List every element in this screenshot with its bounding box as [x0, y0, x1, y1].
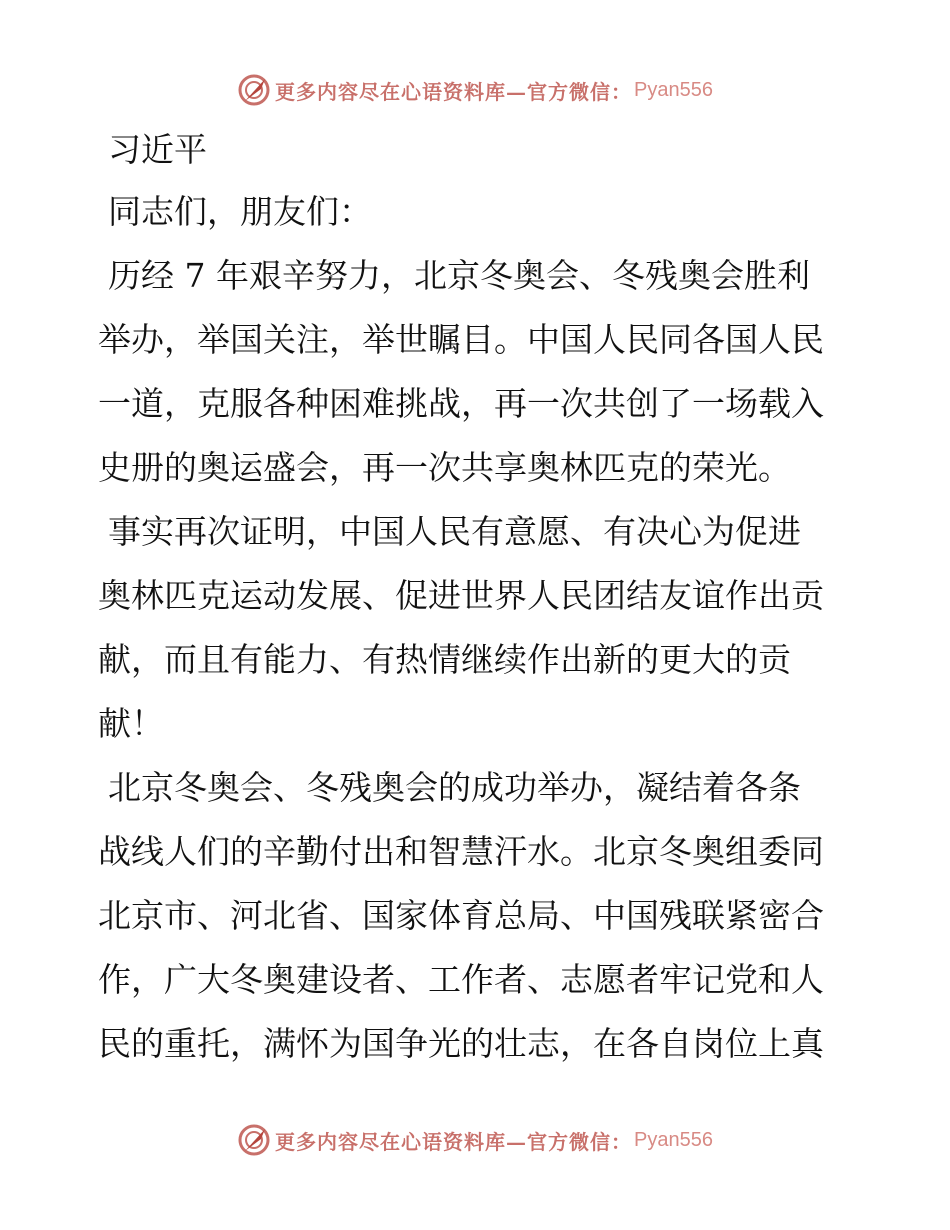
- paragraph-line: 历经 7 年艰辛努力，北京冬奥会、冬残奥会胜利: [108, 256, 810, 295]
- watermark-header: [0, 70, 950, 110]
- paragraph-1: [98, 244, 858, 500]
- watermark-text: 更多内容尽在心语资料库—官方微信：: [275, 79, 633, 104]
- quill-logo-icon: [237, 73, 271, 107]
- paragraph-3: [98, 756, 858, 1076]
- paragraph-line: 民的重托，满怀为国争光的壮志，在各自岗位上真: [98, 1024, 824, 1063]
- salutation-line: 同志们，朋友们：: [108, 192, 372, 231]
- paragraph-line: 北京冬奥会、冬残奥会的成功举办，凝结着各条: [108, 768, 801, 807]
- watermark-footer: [0, 1120, 950, 1160]
- watermark-text: 更多内容尽在心语资料库—官方微信：: [275, 1129, 633, 1154]
- paragraph-line: 史册的奥运盛会，再一次共享奥林匹克的荣光。: [98, 448, 791, 487]
- paragraph-line: 献！: [98, 704, 164, 743]
- author-line: 习近平: [108, 130, 207, 169]
- paragraph-line: 事实再次证明，中国人民有意愿、有决心为促进: [108, 512, 801, 551]
- document-body: [98, 118, 858, 1076]
- paragraph-line: 举办，举国关注，举世瞩目。中国人民同各国人民: [98, 320, 824, 359]
- watermark-id: Pyan556: [634, 78, 713, 101]
- paragraph-line: 奥林匹克运动发展、促进世界人民团结友谊作出贡: [98, 576, 824, 615]
- paragraph-2: [98, 500, 858, 756]
- watermark-id: Pyan556: [634, 1128, 713, 1151]
- paragraph-line: 一道，克服各种困难挑战，再一次共创了一场载入: [98, 384, 824, 423]
- paragraph-line: 北京市、河北省、国家体育总局、中国残联紧密合: [98, 896, 824, 935]
- quill-logo-icon: [237, 1123, 271, 1157]
- paragraph-line: 作，广大冬奥建设者、工作者、志愿者牢记党和人: [98, 960, 824, 999]
- paragraph-line: 战线人们的辛勤付出和智慧汗水。北京冬奥组委同: [98, 832, 824, 871]
- paragraph-line: 献，而且有能力、有热情继续作出新的更大的贡: [98, 640, 791, 679]
